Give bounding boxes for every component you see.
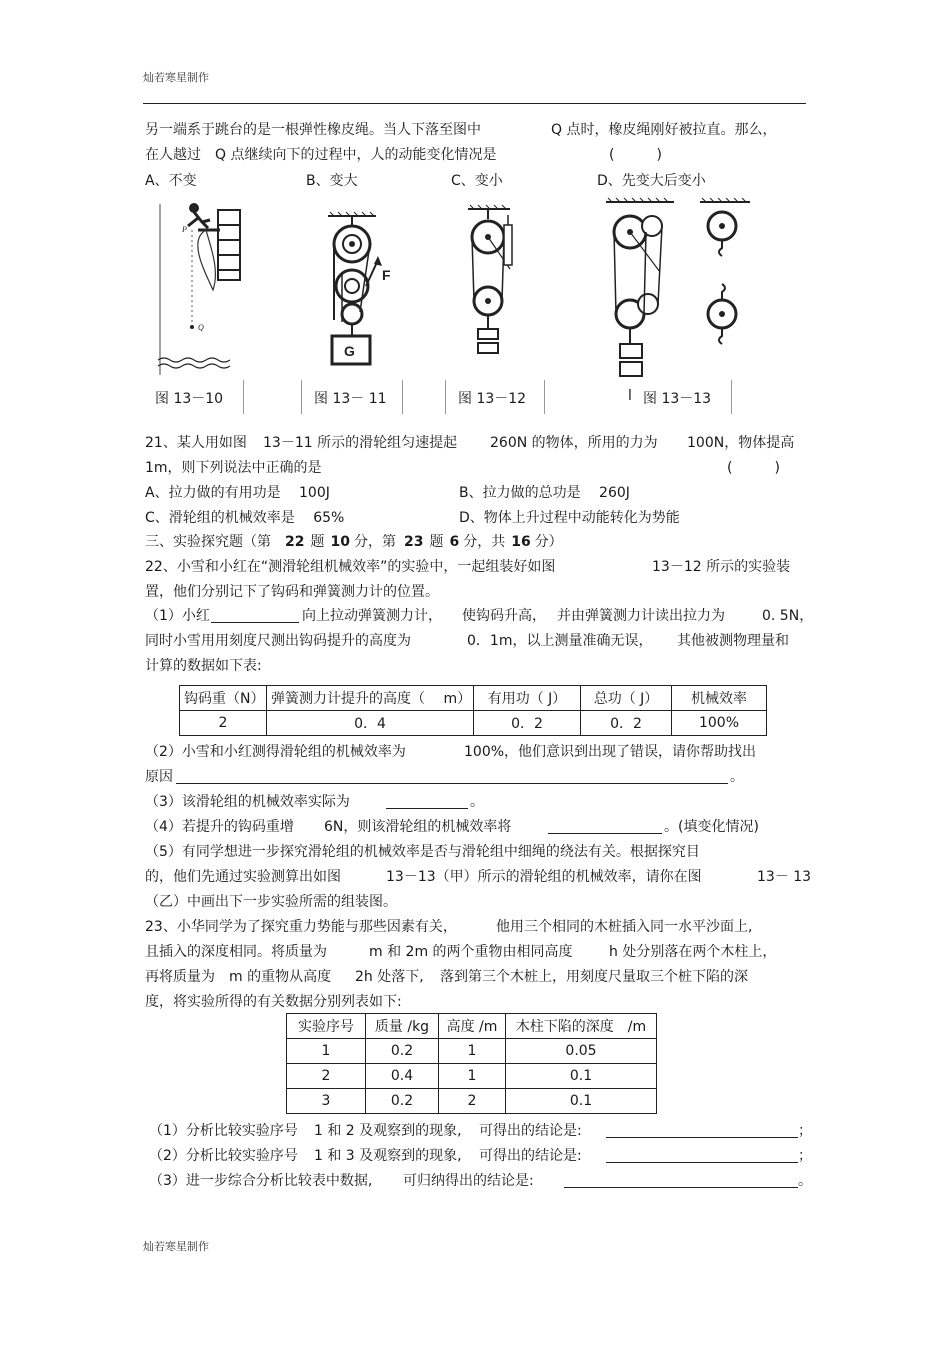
q22-p1-blank[interactable] (211, 608, 299, 623)
q22-p1-line3: 计算的数据如下表: (145, 658, 262, 674)
q23-c1-blank[interactable] (606, 1123, 798, 1138)
q23-c1-b: 1 和 2 及观察到的现象, (314, 1123, 462, 1139)
section3-heading (145, 533, 563, 551)
fig13-caption: 图 13－13 (643, 391, 712, 407)
fig10-label-q: Q (198, 323, 204, 332)
q22-p2-blank[interactable] (176, 769, 728, 784)
section3-num-q23: 23 (403, 534, 424, 550)
q21-option-c[interactable]: C、滑轮组的机械效率是 65% (145, 510, 345, 526)
table-cell: 2 (180, 711, 267, 736)
q22-p4-c: 。(填变化情况) (664, 819, 759, 835)
table-header-cell: 实验序号 (287, 1014, 366, 1039)
q22-p1-a: （1）小红 (145, 608, 210, 624)
q23-c2-end: ； (798, 1148, 812, 1164)
q22-data-table (179, 685, 767, 736)
section3-text-e: 分，第 (353, 534, 396, 550)
section3-total: 16 (511, 534, 531, 550)
q22-p3-blank[interactable] (386, 794, 468, 809)
table-cell: 3 (287, 1089, 366, 1114)
table-cell: 1 (439, 1064, 506, 1089)
q20-line2-a: 在人越过 Q 点继续向下的过程中，人的动能变化情况是 (145, 147, 497, 163)
section3-text-a: 三、实验探究题（第 (145, 534, 271, 550)
table-header-cell: 木柱下陷的深度 /m (506, 1014, 657, 1039)
q22-p5-line3: （乙）中画出下一步实验所需的组装图。 (145, 894, 397, 910)
table-cell: 0．2 (581, 711, 672, 736)
header-rule (143, 103, 806, 104)
table-header-cell: 弹簧测力计提升的高度（ m） (267, 686, 474, 711)
q22-p5-line2-c: 13－ 13 (757, 869, 812, 885)
table-header-row (180, 686, 767, 711)
section3-text-i: 分，共 (463, 534, 506, 550)
q22-p4-blank[interactable] (548, 819, 662, 834)
q22-line1-b: 13－12 所示的实验装 (652, 559, 791, 575)
q21-option-a[interactable]: A、拉力做的有用功是 100J (145, 485, 330, 501)
table-header-cell: 总功（ J） (581, 686, 672, 711)
q23-c1-a: （1）分析比较实验序号 (149, 1123, 298, 1139)
table-row (287, 1039, 657, 1064)
q22-p1-c: 使钩码升高， (462, 608, 546, 624)
q22-p1-line2-c: 其他被测物理量和 (677, 633, 789, 649)
q22-line2: 置，他们分别记下了钩码和弹簧测力计的位置。 (145, 584, 439, 600)
q23-line3-a: 再将质量为 m 的重物从高度 (145, 969, 332, 985)
q21-line1-b: 13－11 所示的滑轮组匀速提起 (263, 435, 458, 451)
q23-line3-b: 2h 处落下, (355, 969, 424, 985)
figure-13-13-image (604, 196, 754, 386)
table-cell: 2 (439, 1089, 506, 1114)
q20-option-a[interactable]: A、不变 (145, 173, 197, 189)
table-cell: 0.1 (506, 1064, 657, 1089)
q20-option-b[interactable]: B、变大 (306, 173, 358, 189)
q21-option-b[interactable]: B、拉力做的总功是 260J (459, 485, 630, 501)
q23-data-table (286, 1013, 657, 1114)
q21-line1-a: 21、某人用如图 (145, 435, 247, 451)
q23-c2-a: （2）分析比较实验序号 (149, 1148, 298, 1164)
fig11-caption-box (301, 380, 403, 414)
figure-13-12-image (458, 205, 528, 365)
table-header-cell: 有用功（ J） (474, 686, 581, 711)
fig12-caption: 图 13－12 (458, 391, 527, 407)
q22-p4-b: 6N，则该滑轮组的机械效率将 (324, 819, 512, 835)
q22-p3-a: （3）该滑轮组的机械效率实际为 (145, 794, 350, 810)
fig11-label-f: F (382, 267, 391, 283)
q23-c3-b: 可归纳得出的结论是: (403, 1173, 534, 1189)
fig10-caption-box (143, 380, 244, 414)
q23-c3-blank[interactable] (564, 1173, 798, 1188)
q22-p2-line2-a: 原因 (145, 769, 173, 785)
q23-line1-a: 23、小华同学为了探究重力势能与那些因素有关， (145, 919, 457, 935)
q22-p1-line2-b: 0．1m，以上测量准确无误， (467, 633, 653, 649)
q20-option-c[interactable]: C、变小 (451, 173, 503, 189)
q22-p1-b: 向上拉动弹簧测力计， (302, 608, 442, 624)
q21-answer-bracket: ( ) (727, 460, 780, 476)
q22-p5-line2-b: 13－13（甲）所示的滑轮组的机械效率，请你在图 (386, 869, 702, 885)
table-cell: 0．2 (474, 711, 581, 736)
table-header-cell: 质量 /kg (366, 1014, 439, 1039)
q23-line4: 度，将实验所得的有关数据分别列表如下: (145, 994, 402, 1010)
q23-c3-end: 。 (798, 1173, 812, 1189)
fig11-label-g: G (344, 343, 355, 359)
q23-line2-c: h 处分别落在两个木柱上， (609, 944, 777, 960)
table-row (180, 711, 767, 736)
fig10-label-p: P (182, 225, 187, 234)
q22-p1-e: 0. 5N， (762, 608, 814, 624)
q22-p2-a: （2）小雪和小红测得滑轮组的机械效率为 (145, 744, 406, 760)
table-cell: 1 (439, 1039, 506, 1064)
q22-line1-a: 22、小雪和小红在“测滑轮组机械效率”的实验中，一起组装好如图 (145, 559, 556, 575)
q23-c3-a: （3）进一步综合分析比较表中数据, (149, 1173, 373, 1189)
q22-p5-a: （5）有同学想进一步探究滑轮组的机械效率是否与滑轮组中细绳的绕法有关。根据探究目 (145, 844, 700, 860)
section3-text-g: 题 (429, 534, 444, 550)
q23-line2-a: 且插入的深度相同。将质量为 (145, 944, 327, 960)
section3-text-k: 分） (534, 534, 563, 550)
q23-c1-c: 可得出的结论是: (479, 1123, 582, 1139)
table-header-row (287, 1014, 657, 1039)
q23-c2-b: 1 和 3 及观察到的现象, (314, 1148, 462, 1164)
table-row (287, 1089, 657, 1114)
footer-maker: 灿若寒星制作 (143, 1240, 209, 1253)
table-cell: 0.05 (506, 1039, 657, 1064)
q21-line1-d: 100N，物体提高 (687, 435, 795, 451)
section3-text-c: 题 (310, 534, 325, 550)
q21-line1-c: 260N 的物体，所用的力为 (490, 435, 658, 451)
q23-c1-end: ； (798, 1123, 812, 1139)
q22-p5-line2-a: 的，他们先通过实验测算出如图 (145, 869, 341, 885)
q21-option-d[interactable]: D、物体上升过程中动能转化为势能 (459, 510, 680, 526)
q23-c2-blank[interactable] (606, 1148, 798, 1163)
q20-line1-b: Q 点时，橡皮绳刚好被拉直。那么， (551, 122, 777, 138)
q23-c2-c: 可得出的结论是: (479, 1148, 582, 1164)
table-cell: 1 (287, 1039, 366, 1064)
q22-p1-d: 并由弹簧测力计读出拉力为 (557, 608, 725, 624)
table-header-cell: 机械效率 (672, 686, 767, 711)
q22-p1-line2-a: 同时小雪用用刻度尺测出钩码提升的高度为 (145, 633, 411, 649)
q23-line3-c: 落到第三个木桩上，用刻度尺量取三个桩下陷的深 (440, 969, 748, 985)
table-cell: 0.2 (366, 1089, 439, 1114)
q22-p3-b: 。 (470, 794, 484, 810)
q23-line2-b: m 和 2m 的两个重物由相同高度 (369, 944, 573, 960)
fig11-caption: 图 13－ 11 (314, 391, 387, 407)
q22-p4-a: （4）若提升的钩码重增 (145, 819, 294, 835)
header-maker: 灿若寒星制作 (143, 71, 209, 84)
table-cell: 0.2 (366, 1039, 439, 1064)
table-cell: 0.1 (506, 1089, 657, 1114)
q23-line1-b: 他用三个相同的木桩插入同一水平沙面上, (496, 919, 753, 935)
q20-option-d[interactable]: D、先变大后变小 (597, 173, 706, 189)
table-cell: 2 (287, 1064, 366, 1089)
table-header-cell: 高度 /m (439, 1014, 506, 1039)
fig13-caption-border (731, 380, 732, 414)
section3-num-q22: 22 (285, 534, 305, 550)
table-cell: 100% (672, 711, 767, 736)
table-header-cell: 钩码重（N） (180, 686, 267, 711)
q21-line2-a: 1m，则下列说法中正确的是 (145, 460, 322, 476)
fig13-caption-prefix: l (628, 388, 632, 404)
q20-answer-bracket: ( ) (609, 147, 662, 163)
q20-line1-a: 另一端系于跳台的是一根弹性橡皮绳。当人下落至图中 (145, 122, 481, 138)
section3-score-q23: 6 (449, 534, 460, 550)
section3-score-q22: 10 (330, 534, 350, 550)
fig10-caption: 图 13－10 (155, 391, 224, 407)
table-cell: 0.4 (366, 1064, 439, 1089)
figure-13-11-image (320, 212, 390, 372)
table-row (287, 1064, 657, 1089)
fig12-caption-box (445, 380, 545, 414)
q22-p2-b: 100%，他们意识到出现了错误，请你帮助找出 (464, 744, 757, 760)
figure-13-10-image (158, 200, 243, 380)
table-cell: 0．4 (267, 711, 474, 736)
q22-p2-line2-b: 。 (730, 769, 744, 785)
